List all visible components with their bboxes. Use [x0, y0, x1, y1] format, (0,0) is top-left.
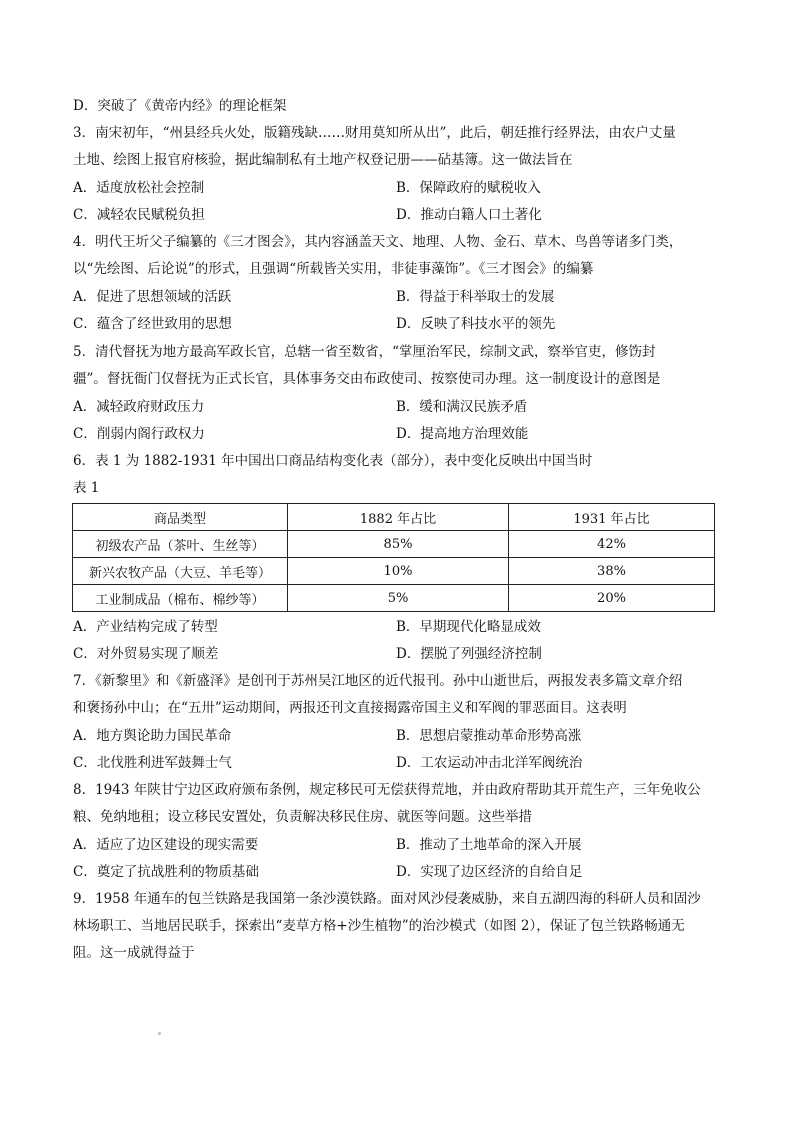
- q6-option-b: B．早期现代化略显成效: [396, 619, 541, 635]
- table-cell: 10%: [288, 558, 509, 585]
- q4-option-c: C．蕴含了经世致用的思想: [73, 316, 232, 332]
- q7-option-c: C．北伐胜利进军鼓舞士气: [73, 755, 232, 771]
- q7-stem-line-2: 和褒扬孙中山；在“五卅”运动期间，两报还刊文直接揭露帝国主义和军阀的罪恶面目。这表明: [73, 700, 627, 716]
- table-cell: 5%: [288, 585, 509, 612]
- q5-option-a: A．减轻政府财政压力: [73, 399, 205, 415]
- q4-option-b: B．得益于科举取士的发展: [396, 289, 555, 305]
- q8-stem-line-1: 8．1943 年陕甘宁边区政府颁布条例，规定移民可无偿获得荒地，并由政府帮助其开荒生产，三年免收公: [73, 782, 701, 798]
- table-header-row: [73, 504, 715, 531]
- table-cell: 85%: [288, 531, 509, 558]
- q5-option-d: D．提高地方治理效能: [396, 426, 529, 442]
- q3-option-c: C．减轻农民赋税负担: [73, 207, 205, 223]
- table-row: [73, 531, 715, 558]
- table-cell: 20%: [509, 585, 715, 612]
- q3-stem-line-2: 土地、绘图上报官府核验，据此编制私有土地产权登记册——砧基簿。这一做法旨在: [73, 152, 573, 168]
- q4-stem-line-1: 4．明代王圻父子编纂的《三才图会》，其内容涵盖天文、地理、人物、金石、草木、鸟兽等诸多门类，: [73, 234, 683, 250]
- table-caption: 表 1: [73, 480, 100, 496]
- q6-stem: 6．表 1 为 1882-1931 年中国出口商品结构变化表（部分），表中变化反映出中国当时: [73, 453, 593, 469]
- table-row: [73, 558, 715, 585]
- table-cell: 新兴农牧产品（大豆、羊毛等）: [73, 558, 288, 585]
- q4-option-a: A．促进了思想领域的活跃: [73, 289, 232, 305]
- q5-option-b: B．缓和满汉民族矛盾: [396, 399, 528, 415]
- q8-stem-line-2: 粮、免纳地租；设立移民安置处，负责解决移民住房、就医等问题。这些举措: [73, 809, 532, 825]
- table-header-cell: 商品类型: [73, 504, 288, 531]
- q9-stem-line-3: 阻。这一成就得益于: [73, 945, 195, 961]
- q6-option-a: A．产业结构完成了转型: [73, 619, 218, 635]
- q2-option-d: D．突破了《黄帝内经》的理论框架: [73, 98, 287, 114]
- table-cell: 工业制成品（棉布、棉纱等）: [73, 585, 288, 612]
- table-cell: 42%: [509, 531, 715, 558]
- q9-stem-line-1: 9．1958 年通车的包兰铁路是我国第一条沙漠铁路。面对风沙侵袭威胁，来自五湖四海的科研人员和固沙: [73, 891, 701, 907]
- q5-stem-line-2: 疆”。督抚衙门仅督抚为正式长官，具体事务交由布政使司、按察使司办理。这一制度设计的意图是: [73, 371, 661, 387]
- q7-option-b: B．思想启蒙推动革命形势高涨: [396, 728, 582, 744]
- q7-option-d: D．工农运动冲击北洋军阀统治: [396, 755, 583, 771]
- q8-option-c: C．奠定了抗战胜利的物质基础: [73, 864, 259, 880]
- scan-speck: [158, 1032, 161, 1035]
- export-structure-table: [72, 503, 715, 612]
- q3-stem-line-1: 3．南宋初年，“州县经兵火处，版籍残缺……财用莫知所从出”，此后，朝廷推行经界法，由农户丈量: [73, 125, 676, 141]
- q3-option-a: A．适度放松社会控制: [73, 180, 205, 196]
- q6-option-d: D．摆脱了列强经济控制: [396, 646, 542, 662]
- table-cell: 38%: [509, 558, 715, 585]
- q9-stem-line-2: 林场职工、当地居民联手，探索出“麦草方格+沙生植物”的治沙模式（如图 2），保证了包兰铁路畅通无: [73, 918, 685, 934]
- q4-stem-line-2: 以“先绘图、后论说”的形式，且强调“所载皆关实用，非徒事藻饰”。《三才图会》的编纂: [73, 261, 594, 277]
- q8-option-a: A．适应了边区建设的现实需要: [73, 837, 259, 853]
- table-cell: 初级农产品（茶叶、生丝等）: [73, 531, 288, 558]
- q6-option-c: C．对外贸易实现了顺差: [73, 646, 219, 662]
- table-header-cell: 1931 年占比: [509, 504, 715, 531]
- q5-option-c: C．削弱内阁行政权力: [73, 426, 205, 442]
- q5-stem-line-1: 5．清代督抚为地方最高军政长官，总辖一省至数省，“掌厘治军民，综制文武，察举官吏，修饬封: [73, 344, 656, 360]
- table-header-cell: 1882 年占比: [288, 504, 509, 531]
- q7-stem-line-1: 7．《新黎里》和《新盛泽》是创刊于苏州吴江地区的近代报刊。孙中山逝世后，两报发表多篇文章介绍: [73, 673, 683, 689]
- q8-option-b: B．推动了土地革命的深入开展: [396, 837, 582, 853]
- q3-option-d: D．推动白籍人口土著化: [396, 207, 542, 223]
- q7-option-a: A．地方舆论助力国民革命: [73, 728, 232, 744]
- table-row: [73, 585, 715, 612]
- q3-option-b: B．保障政府的赋税收入: [396, 180, 541, 196]
- q4-option-d: D．反映了科技水平的领先: [396, 316, 556, 332]
- q8-option-d: D．实现了边区经济的自给自足: [396, 864, 583, 880]
